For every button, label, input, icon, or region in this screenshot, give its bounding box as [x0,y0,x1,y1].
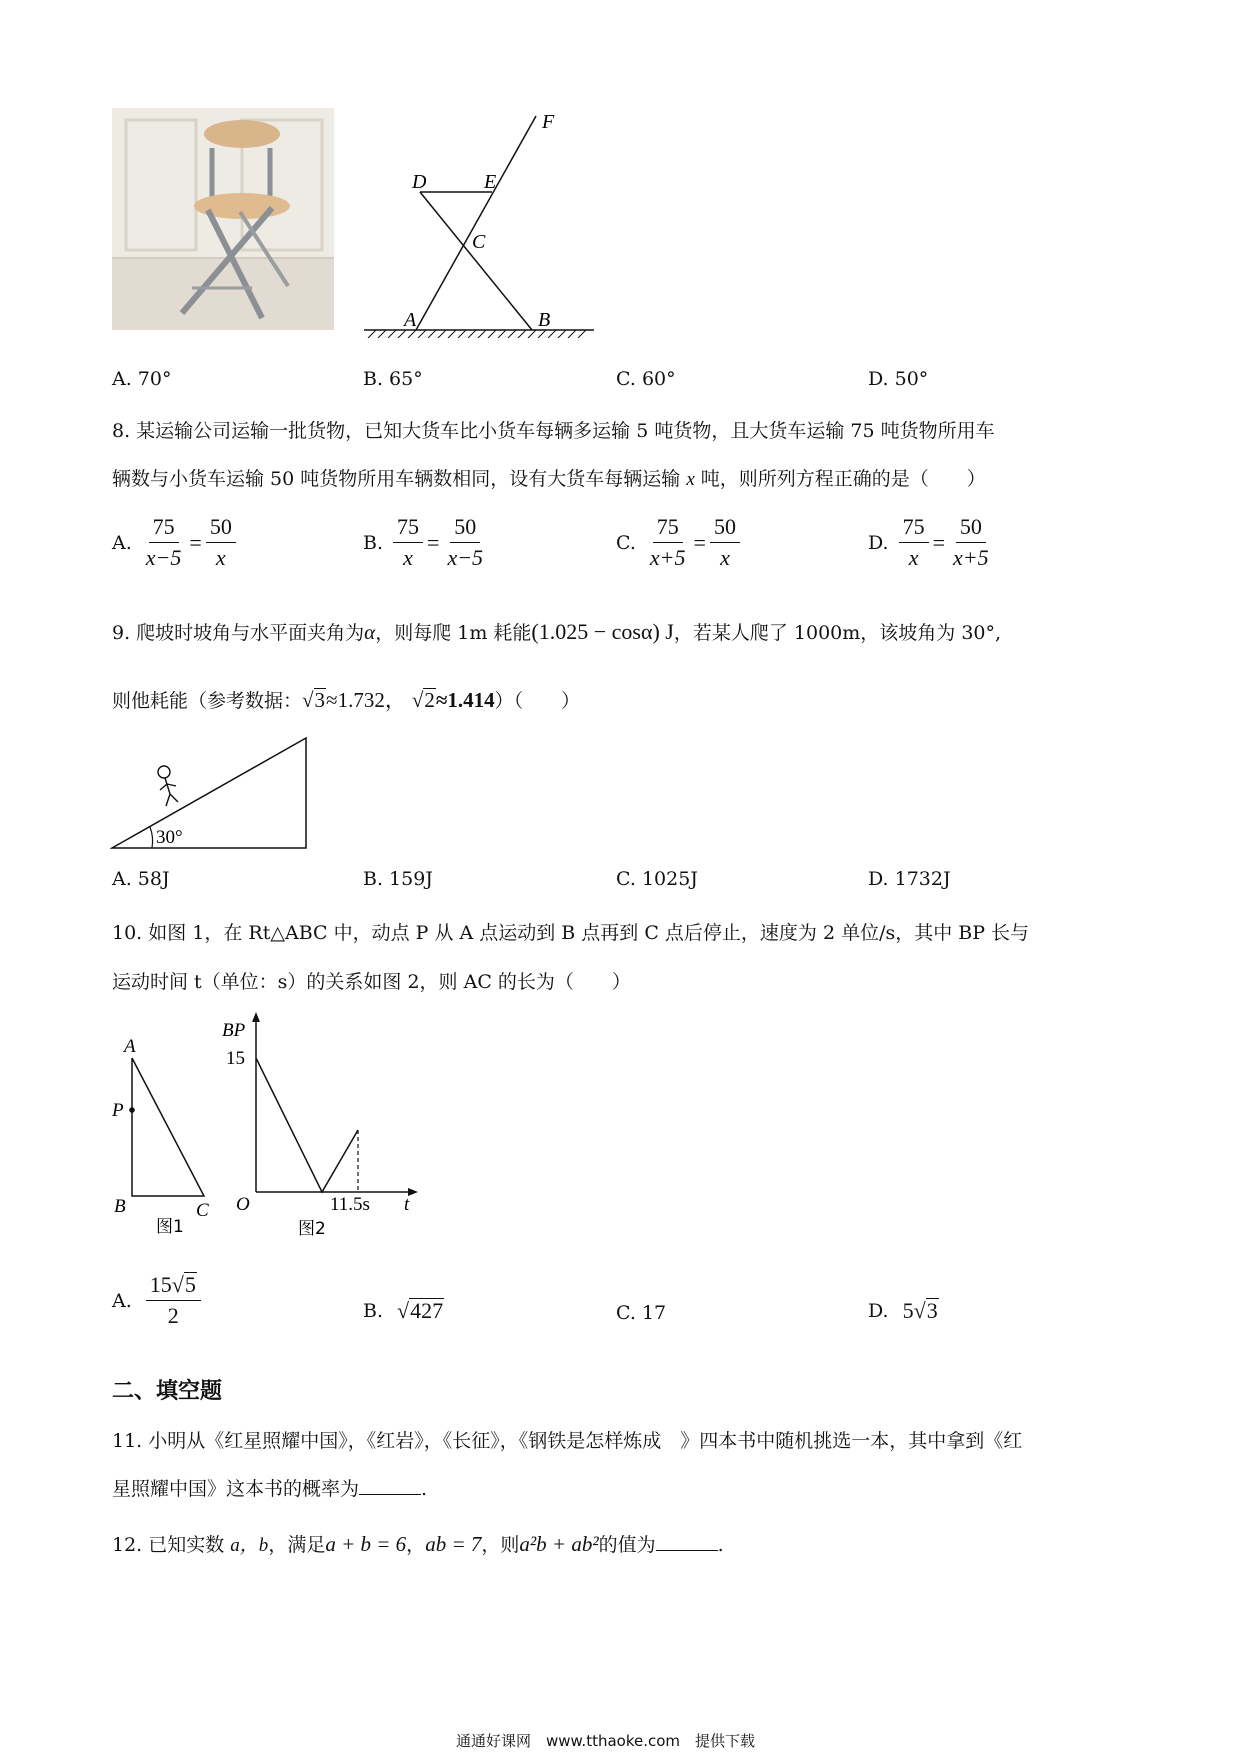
q10-line1: 10. 如图 1，在 Rt△ABC 中，动点 P 从 A 点运动到 B 点再到 C 点后停止，速度为 2 单位/s，其中 BP 长与 [112,922,1030,944]
svg-text:C: C [196,1200,209,1221]
q9-line1 [112,618,1001,645]
q8-option-b-frac2: $\frac{50}{x-5}$ [447,514,484,570]
label-b: B [538,309,551,331]
slope-figure [110,732,310,852]
svg-text:P: P [112,1100,124,1121]
q11-end: . [421,1478,428,1500]
q9-line1-mid: ，则每爬 1m 耗能 [375,622,532,644]
label-a: A [404,309,417,331]
climber-icon [158,766,178,806]
q8-option-c: C. $\frac{75}{x+5}$ = $\frac{50}{x}$ [616,514,740,571]
angle-label: 30° [156,827,183,848]
q12-text-b: ，满足 [268,1534,326,1556]
q10-option-d-sqrt: 5√3 [902,1298,938,1323]
q8-option-b: B. $\frac{75}{x}$ = $\frac{50}{x-5}$ [363,514,487,571]
point-p [129,1107,135,1113]
q9-option-c: C. 1025J [616,868,698,890]
svg-text:O: O [236,1194,250,1215]
figure-2-graph [222,1012,422,1244]
q9-line2-text: 则他耗能（参考数据： [112,690,303,712]
q8-line1: 8. 某运输公司运输一批货物，已知大货车比小货车每辆多运输 5 吨货物，且大货车运输 75 吨货物所用车 [112,420,995,442]
q8-option-d-frac2: $\frac{50}{x+5}$ [953,514,989,570]
q8-option-a-frac1: $\frac{75}{x-5}$ [145,514,182,570]
q9-sqrt3: √3 [302,688,326,712]
figure-1-triangle [108,1024,228,1242]
q7-option-c: C. 60° [616,368,676,390]
svg-text:BP: BP [222,1020,246,1041]
segment-db [420,192,532,330]
q12-sep: ， [406,1534,426,1556]
q12-condition-1: a + b = 6 [325,1532,407,1556]
q9-line2 [112,684,580,714]
q9-ref1-value: ≈1.732， [326,688,406,712]
q8-option-d-label: D. [868,531,889,554]
q8-option-d-frac1: $\frac{75}{x}$ [899,514,929,571]
q10-option-a [112,1272,201,1329]
q9-line2-end: ）（ ） [494,690,581,712]
q9-alpha: α [364,620,376,644]
svg-text:t: t [404,1194,410,1215]
label-d: D [412,171,427,193]
q7-option-b: B. 65° [363,368,423,390]
q8-option-c-frac1: $\frac{75}{x+5}$ [649,514,686,570]
svg-text:B: B [114,1196,126,1217]
svg-text:图1: 图1 [156,1217,184,1237]
label-c: C [472,231,486,253]
q7-option-d: D. 50° [868,368,929,390]
q11-line2 [112,1474,427,1501]
chair-photo [112,108,334,330]
q12-expression: a²b + ab² [519,1532,599,1556]
q9-energy-expr: (1.025 − cosα) J [531,619,674,644]
q8-var-x: x [686,469,695,490]
q8-option-a: A. $\frac{75}{x-5}$ = $\frac{50}{x}$ [112,514,236,571]
q7-option-a: A. 70° [112,368,172,390]
q8-option-d: D. $\frac{75}{x}$ = $\frac{50}{x+5}$ [868,514,993,571]
q8-option-b-frac1: $\frac{75}{x}$ [393,514,423,571]
q8-line2 [112,464,986,491]
q9-option-a: A. 58J [112,868,170,890]
q10-option-a-frac: $\frac{15√5}{2}$ [146,1272,201,1329]
q11-line1: 11. 小明从《红星照耀中国》，《红岩》，《长征》，《钢铁是怎样炼成 》四本书中随机挑选一本，其中拿到《红 [112,1430,1023,1452]
q8-line2-text: 辆数与小货车运输 50 吨货物所用车辆数相同，设有大货车每辆运输 [112,468,687,490]
bp-curve [256,1058,358,1192]
q9-line1-end: ，若某人爬了 1000m，该坡角为 30°, [673,622,1002,644]
q12-text-d: 的值为 [598,1534,656,1556]
q12-condition-2: ab = 7 [425,1532,482,1556]
q10-option-d-label: D. [868,1300,889,1322]
q12-answer-blank[interactable] [656,1532,718,1551]
q11-line2-text: 星照耀中国》这本书的概率为 [112,1478,360,1500]
q12-end: . [717,1534,724,1556]
q12-vars: a，b [230,1535,269,1556]
label-f: F [542,111,555,133]
q9-option-b: B. 159J [363,868,433,890]
q9-sqrt2: √2 [411,688,435,712]
q12-text-c: ，则 [481,1534,520,1556]
q8-option-c-frac2: $\frac{50}{x}$ [710,514,740,571]
q11-answer-blank[interactable] [359,1476,421,1495]
q12-line [112,1530,724,1557]
q9-line1-text: 9. 爬坡时坡角与水平面夹角为 [112,622,365,644]
svg-text:A: A [124,1036,136,1057]
q10-option-b-label: B. [363,1300,384,1322]
q9-ref2-value: ≈1.414 [435,688,495,712]
section-heading-fill-in: 二、填空题 [112,1379,223,1404]
q10-option-b-sqrt: √427 [397,1298,444,1323]
q8-option-c-label: C. [616,531,636,554]
q8-option-b-label: B. [363,531,384,554]
label-e: E [484,171,497,193]
q10-option-b [363,1298,444,1324]
svg-text:图2: 图2 [298,1219,326,1239]
q8-option-a-frac2: $\frac{50}{x}$ [206,514,236,571]
segment-af [416,116,536,330]
q8-option-a-label: A. [112,531,132,554]
q8-line2-end: 吨，则所列方程正确的是（ ） [694,468,986,490]
q10-option-a-label: A. [112,1289,132,1312]
chair-geometry-figure [358,108,598,338]
q10-option-d [868,1298,939,1324]
page-footer: 通通好课网 www.tthaoke.com 提供下载 [456,1732,756,1750]
svg-text:11.5s: 11.5s [330,1194,370,1215]
q10-line2: 运动时间 t（单位：s）的关系如图 2，则 AC 的长为（ ） [112,971,631,993]
q9-option-d: D. 1732J [868,868,951,890]
svg-text:15: 15 [226,1048,245,1069]
q12-text: 12. 已知实数 [112,1534,231,1556]
q10-option-c: C. 17 [616,1302,667,1324]
